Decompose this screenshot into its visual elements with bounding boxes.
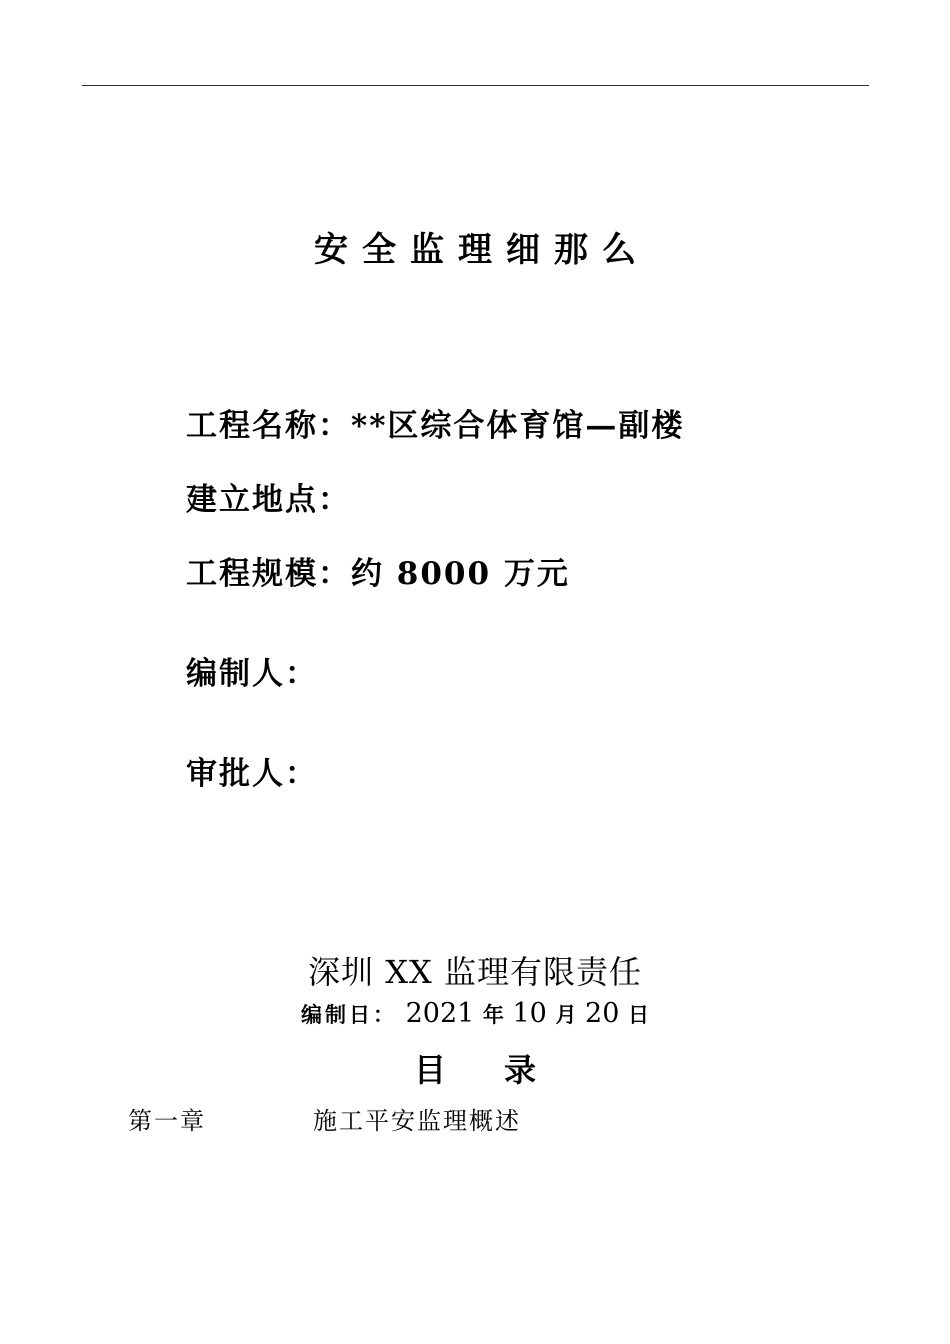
date-label: 编制日：	[301, 1002, 397, 1027]
field-location	[186, 474, 351, 519]
date-month-unit: 月	[555, 1002, 577, 1027]
compile-date	[0, 998, 950, 1029]
date-year-unit: 年	[482, 1002, 504, 1027]
field-label: 编制人：	[186, 656, 318, 692]
date-day-unit: 日	[628, 1002, 649, 1027]
field-approver	[186, 748, 318, 793]
toc-item[interactable]	[128, 1101, 828, 1133]
date-year: 2021	[405, 998, 475, 1029]
date-day: 20	[585, 998, 620, 1029]
toc-chapter-number: 第一章	[128, 1107, 206, 1135]
field-label: 建立地点：	[186, 482, 351, 518]
field-label: 审批人：	[186, 756, 318, 792]
header-rule	[82, 85, 869, 86]
field-value: 约 8000 万元	[351, 556, 570, 592]
field-scale	[186, 548, 570, 593]
toc-chapter-title: 施工平安监理概述	[313, 1107, 521, 1135]
field-value: **区综合体育馆—副楼	[351, 408, 685, 444]
field-author	[186, 648, 318, 693]
document-title: 安全监理细那么	[314, 230, 650, 270]
field-label: 工程规模：	[186, 556, 351, 592]
field-project-name	[186, 400, 684, 445]
company-name: 深圳 XX 监理有限责任	[308, 953, 642, 991]
date-month: 10	[512, 998, 547, 1029]
toc-title: 目录	[413, 1051, 594, 1089]
field-label: 工程名称：	[186, 408, 351, 444]
